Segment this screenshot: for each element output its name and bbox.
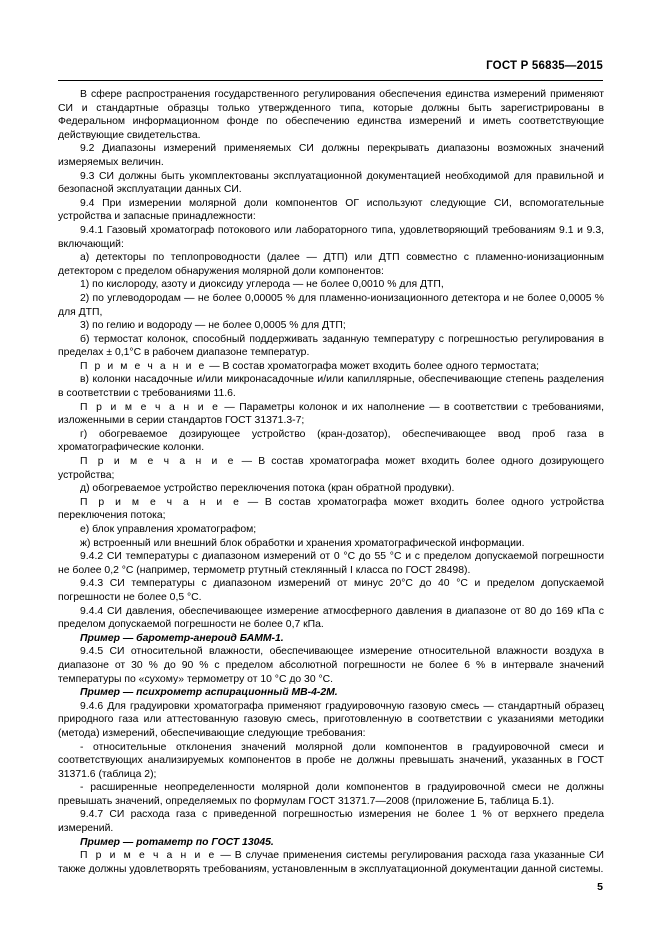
paragraph: 9.4.6 Для градуировки хроматографа применяют градуировочную газовую смесь — стандартный образец природного газа или аттестованную газовую смесь, приготовленную в соответствии с указаниями методики (метода) измерений, обеспечивающие следующие требования:: [58, 700, 604, 739]
paragraph: е) блок управления хроматографом;: [80, 524, 257, 535]
paragraph: 9.3 СИ должны быть укомплектованы эксплуатационной документацией необходимой для правильной и безопасной эксплуатации данных СИ.: [58, 170, 604, 196]
paragraph: г) обогреваемое дозирующее устройство (кран-дозатор), обеспечивающее ввод проб газа в хроматографические колонки.: [58, 428, 604, 454]
note-label: П р и м е ч а н и е: [80, 850, 217, 862]
paragraph: д) обогреваемое устройство переключения потока (кран обратной продувки).: [80, 483, 455, 495]
document-body: [58, 88, 604, 876]
note-paragraph: [58, 849, 604, 876]
paragraph: 9.4.1 Газовый хроматограф потокового или лабораторного типа, удовлетворяющий требованиям 9.1 и 9.3, включающий:: [58, 224, 604, 250]
paragraph: 1) по кислороду, азоту и диоксиду углерода — не более 0,0010 % для ДТП,: [80, 279, 444, 291]
paragraph: 9.4.2 СИ температуры с диапазоном измерений от 0 °С до 55 °С и с пределом допускаемой погрешности не более 0,2 °С (например, термометр ртутный стеклянный I класса по ГОСТ 28498).: [58, 551, 604, 576]
note-label: П р и м е ч а н и е: [80, 401, 220, 413]
note-paragraph: [58, 401, 604, 428]
note-text: — В состав хроматографа может входить более одного устройства переключения потока;: [58, 496, 604, 522]
paragraph: 9.4.4 СИ давления, обеспечивающее измерение атмосферного давления в диапазоне от 80 до 169 кПа с пределом допускаемой погрешности не более 0,7 кПа.: [58, 605, 604, 631]
paragraph: - относительные отклонения значений молярной доли компонентов в градуировочной смеси и соответствующих анализируемых компонентов в пробе не должны превышать значений, указанных в ГОСТ 31371.6 (таблица 2);: [58, 741, 604, 780]
paragraph: - расширенные неопределенности молярной доли компонентов в градуировочной смеси не должны превышать значений, определяемых по формулам ГОСТ 31371.7—2008 (приложение Б, таблица Б.1).: [58, 782, 604, 807]
page-header-standard-number: ГОСТ Р 56835—2015: [486, 60, 603, 72]
paragraph: б) термостат колонок, способный поддерживать заданную температуру с погрешностью регулирования в пределах ± 0,1°С в рабочем диапазоне температур.: [58, 333, 604, 359]
example-paragraph: Пример — ротаметр по ГОСТ 13045.: [80, 836, 274, 848]
note-paragraph: [58, 455, 604, 482]
paragraph: 9.4.3 СИ температуры с диапазоном измерений от минус 20°С до 40 °С и пределом допускаемой погрешности не более 0,5 °С.: [58, 578, 604, 603]
note-label: П р и м е ч а н и е: [80, 496, 242, 508]
paragraph: 2) по углеводородам — не более 0,00005 % для пламенно-ионизационного детектора и не более 0,0005 % для ДТП,: [58, 292, 604, 318]
example-paragraph: Пример — барометр-анероид БАММ-1.: [80, 632, 284, 644]
note-paragraph: [58, 360, 604, 374]
paragraph: 3) по гелию и водороду — не более 0,0005 % для ДТП;: [80, 320, 346, 332]
header-divider: [58, 80, 603, 81]
note-text: — В состав хроматографа может входить более одного термостата;: [206, 360, 539, 372]
paragraph: 9.4.5 СИ относительной влажности, обеспечивающее измерение относительной влажности воздуха в диапазоне от 30 % до 90 % с пределом абсолютной погрешности не более 6 % в интервале значений температуры по «сухому» термометру от 10 °С до 30 °С.: [58, 646, 604, 685]
paragraph: В сфере распространения государственного регулирования обеспечения единства измерений применяют СИ и стандартные образцы только утвержденного типа, которые должны быть зарегистрированы в Федеральном информационном фонде по обеспечению единства измерений и иметь соответствующие действующие свидетельства.: [58, 89, 604, 141]
paragraph: 9.4 При измерении молярной доли компонентов ОГ используют следующие СИ, вспомогательные устройства и запасные принадлежности:: [58, 197, 604, 223]
paragraph: 9.2 Диапазоны измерений применяемых СИ должны перекрывать диапазоны возможных значений измеряемых величин.: [58, 143, 604, 168]
page-number: 5: [597, 881, 603, 893]
paragraph: ж) встроенный или внешний блок обработки и хранения хроматографической информации.: [80, 537, 525, 549]
note-label: П р и м е ч а н и е: [80, 456, 236, 468]
note-label: П р и м е ч а н и е: [80, 360, 207, 372]
paragraph: 9.4.7 СИ расхода газа с приведенной погрешностью измерения не более 1 % от верхнего предела измерений.: [58, 809, 604, 835]
note-text: — Параметры колонок и их наполнение — в соответствии с требованиями, изложенными в серии стандартов ГОСТ 31371.3-7;: [58, 401, 604, 427]
note-paragraph: [58, 496, 604, 523]
note-text: — В случае применения системы регулирования расхода газа указанные СИ также должны удовлетворять требованиям, установленным в эксплуатационной документации данной системы.: [58, 850, 604, 875]
note-text: — В состав хроматографа может входить более одного дозирующего устройства;: [58, 456, 605, 481]
example-paragraph: Пример — психрометр аспирационный МВ-4-2М.: [80, 687, 338, 699]
paragraph: а) детекторы по теплопроводности (далее — ДТП) или ДТП совместно с пламенно-ионизационным детектором с пределом обнаружения молярной доли компонентов:: [58, 252, 604, 277]
paragraph: в) колонки насадочные и/или микронасадочные и/или капиллярные, обеспечивающие степень разделения в соответствии с требованиями 11.6.: [58, 374, 604, 400]
